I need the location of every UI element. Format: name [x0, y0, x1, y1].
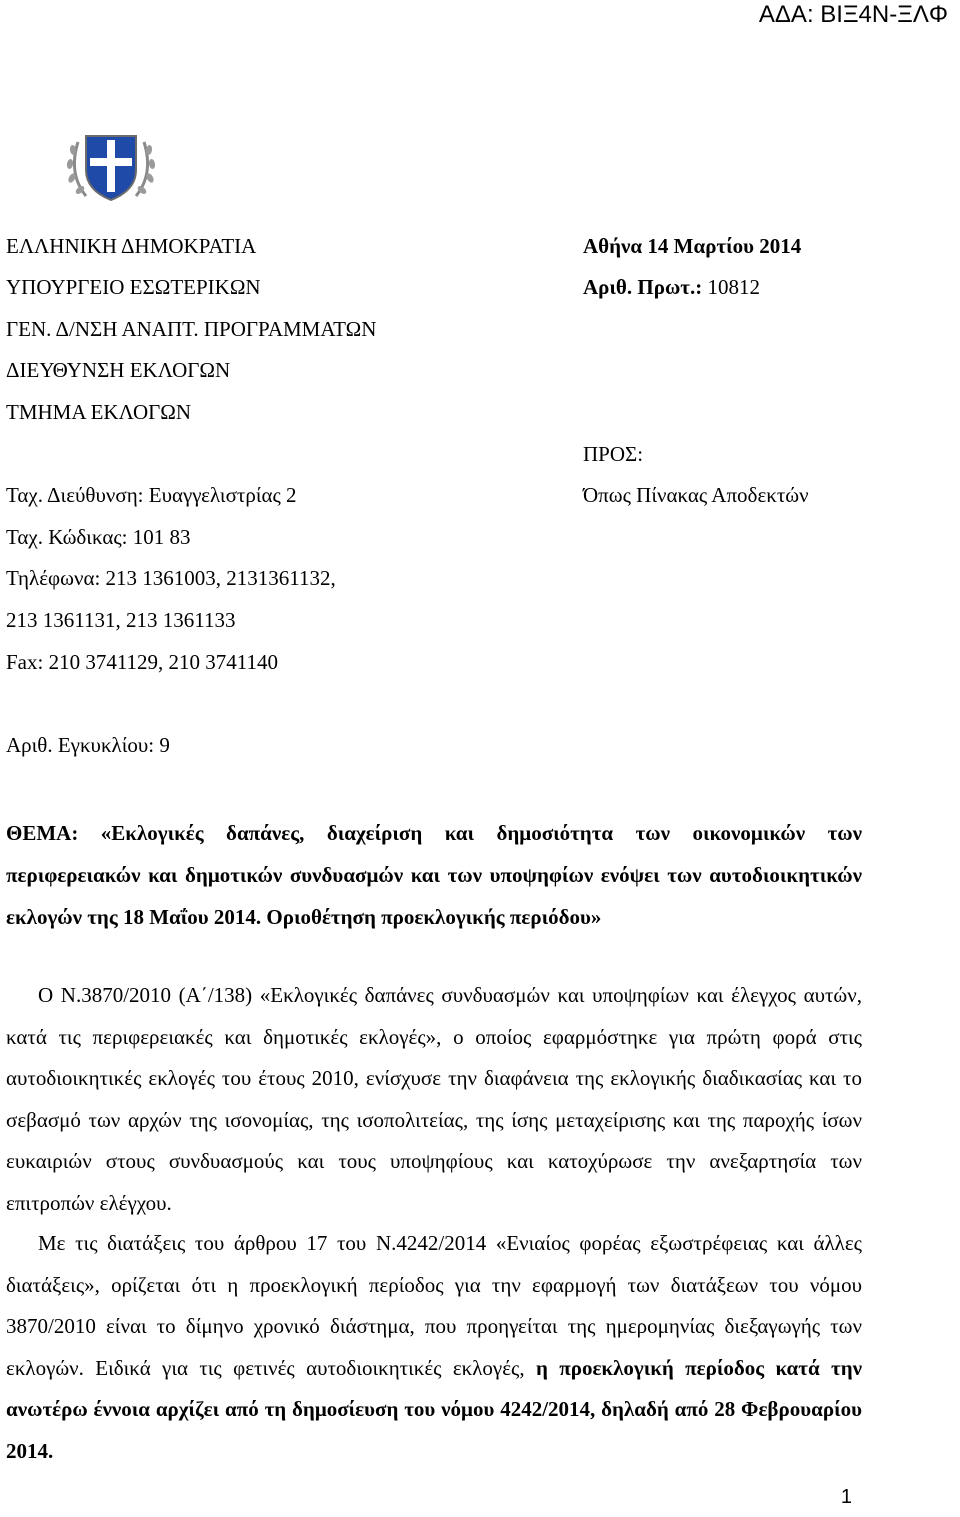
- protocol-number: 10812: [707, 275, 760, 299]
- protocol-label: Αριθ. Πρωτ.:: [583, 275, 703, 299]
- header-line-1: ΕΛΛΗΝΙΚΗ ΔΗΜΟΚΡΑΤΙΑ: [6, 234, 257, 258]
- header-line-2: ΥΠΟΥΡΓΕΙΟ ΕΣΩΤΕΡΙΚΩΝ: [6, 275, 261, 299]
- contact-address: Ταχ. Διεύθυνση: Ευαγγελιστρίας 2: [6, 483, 297, 507]
- header-line-5: ΤΜΗΜΑ ΕΚΛΟΓΩΝ: [6, 400, 192, 424]
- subject: ΘΕΜΑ: «Εκλογικές δαπάνες, διαχείριση και δημοσιότητα των οικονομικών των περιφερειακών και δημοτικών συνδυασμών και των υποψηφίων ενόψει των αυτοδιοικητικών εκλογών της 18 Μαΐου 2014. Οριοθέτηση προεκλογικής περιόδου»: [6, 821, 862, 929]
- header-line-3: ΓΕΝ. Δ/ΝΣΗ ΑΝΑΠΤ. ΠΡΟΓΡΑΜΜΑΤΩΝ: [6, 317, 377, 341]
- paragraph-2-text: Με τις διατάξεις του άρθρου 17 του Ν.4242/2014 «Ενιαίος φορέας εξωστρέφειας και άλλες διατάξεις», ορίζεται ότι η προεκλογική περίοδος για την εφαρμογή των διατάξεων του νόμου 3870/2010 είναι το δίμηνο χρονικό διάστημα, που προηγείται της ημερομηνίας διεξαγωγής των εκλογών. Ειδικά για τις φετινές αυτοδιοικητικές εκλογές,: [6, 1231, 862, 1380]
- contact-phones-1: Τηλέφωνα: 213 1361003, 2131361132,: [6, 566, 336, 590]
- recipient-label: ΠΡΟΣ:: [583, 442, 644, 466]
- greek-coat-of-arms-emblem: [64, 118, 158, 210]
- ada-code: ΑΔΑ: ΒΙΞ4Ν-ΞΛΦ: [758, 1, 948, 28]
- contact-postcode: Ταχ. Κώδικας: 101 83: [6, 525, 191, 549]
- protocol-number-line: [583, 273, 760, 301]
- contact-phones-2: 213 1361131, 213 1361133: [6, 608, 236, 632]
- recipient-value: Όπως Πίνακας Αποδεκτών: [583, 483, 809, 507]
- paragraph-2: [6, 1223, 862, 1472]
- circular-number: Αριθ. Εγκυκλίου: 9: [6, 733, 170, 757]
- contact-fax: Fax: 210 3741129, 210 3741140: [6, 650, 279, 674]
- document-date: Αθήνα 14 Μαρτίου 2014: [583, 234, 802, 258]
- header-line-4: ΔΙΕΥΘΥΝΣΗ ΕΚΛΟΓΩΝ: [6, 358, 231, 382]
- paragraph-1: Ο Ν.3870/2010 (Α΄/138) «Εκλογικές δαπάνες συνδυασμών και υποψηφίων και έλεγχος αυτών, κατά τις περιφερειακές και δημοτικές εκλογές», ο οποίος εφαρμόστηκε για πρώτη φορά στις αυτοδιοικητικές εκλογές του έτους 2010, ενίσχυσε την διαφάνεια της εκλογικής διαδικασίας και το σεβασμό των αρχών της ισονομίας, της ισοπολιτείας, της ίσης μεταχείρισης και της παροχής ίσων ευκαιριών στους συνδυασμούς και τους υποψηφίους και κατοχύρωσε την ανεξαρτησία των επιτροπών ελέγχου.: [6, 983, 862, 1215]
- paragraph-2-bold-text: η προεκλογική περίοδος κατά την ανωτέρω έννοια αρχίζει από τη δημοσίευση του νόμου 4242/2014, δηλαδή από 28 Φεβρουαρίου 2014.: [6, 1355, 863, 1463]
- page-number: 1: [840, 1486, 852, 1508]
